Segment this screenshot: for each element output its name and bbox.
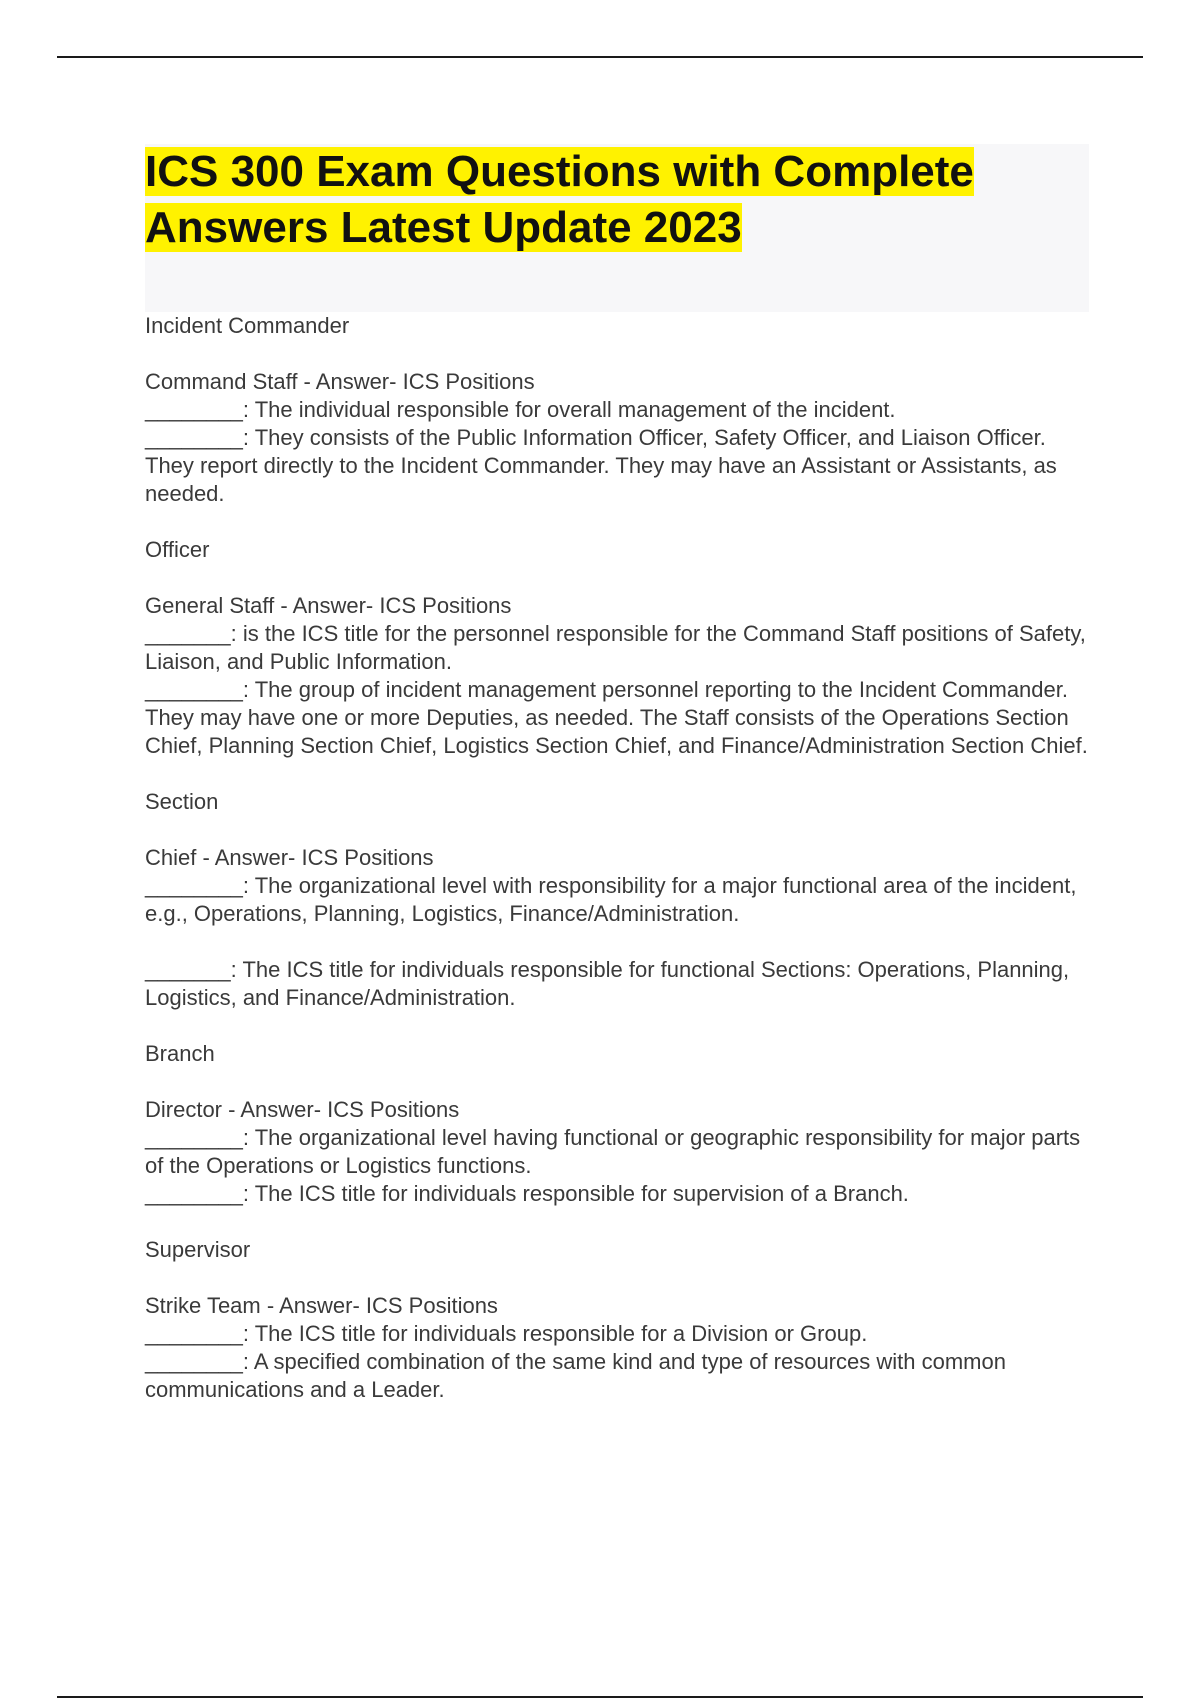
document-body: [145, 144, 1089, 1432]
definition-line: _______: is the ICS title for the personnel responsible for the Command Staff positions of Safety, Liaison, and Public Information.: [145, 621, 1086, 674]
answer-block: [145, 1292, 1089, 1404]
answer-header: Chief - Answer- ICS Positions: [145, 845, 434, 870]
answer-header: General Staff - Answer- ICS Positions: [145, 593, 512, 618]
document-title: [145, 144, 1089, 256]
definition-line: ________: The organizational level having functional or geographic responsibility for major parts of the Operations or Logistics functions.: [145, 1125, 1081, 1178]
title-line-2: Answers Latest Update 2023: [145, 203, 742, 252]
definition-line: ________: The ICS title for individuals responsible for supervision of a Branch.: [145, 1181, 909, 1206]
answer-block: [145, 956, 1089, 1012]
answer-block: [145, 844, 1089, 928]
definition-line: ________: The individual responsible for overall management of the incident.: [145, 397, 896, 422]
answer-header: Command Staff - Answer- ICS Positions: [145, 369, 535, 394]
answer-block: [145, 1096, 1089, 1208]
definition-line: ________: They consists of the Public Information Officer, Safety Officer, and Liaison Officer. They report directly to the Incident Commander. They may have an Assistant or Assistants, as needed.: [145, 425, 1057, 506]
term-heading: Incident Commander: [145, 313, 350, 338]
term-heading: Branch: [145, 1041, 215, 1066]
term-heading: Officer: [145, 537, 210, 562]
definition-line: ________: The ICS title for individuals responsible for a Division or Group.: [145, 1321, 868, 1346]
title-block: [145, 144, 1089, 312]
answer-header: Strike Team - Answer- ICS Positions: [145, 1293, 498, 1318]
title-line-1: ICS 300 Exam Questions with Complete: [145, 147, 974, 196]
bottom-divider: [57, 1696, 1143, 1698]
term-heading: Section: [145, 789, 219, 814]
definition-line: ________: The organizational level with responsibility for a major functional area of the incident, e.g., Operations, Planning, Logistics, Finance/Administration.: [145, 873, 1077, 926]
answer-header: _______: The ICS title for individuals responsible for functional Sections: Operations, Planning, Logistics, and Finance/Administration.: [145, 957, 1070, 1010]
answer-block: [145, 592, 1089, 760]
answer-block: [145, 368, 1089, 508]
answer-header: Director - Answer- ICS Positions: [145, 1097, 460, 1122]
entries-list: [145, 312, 1089, 1404]
term-heading: Supervisor: [145, 1237, 251, 1262]
definition-line: ________: A specified combination of the same kind and type of resources with common communications and a Leader.: [145, 1349, 1006, 1402]
definition-line: ________: The group of incident management personnel reporting to the Incident Commander. They may have one or more Deputies, as needed. The Staff consists of the Operations Section Chief, Planning Section Chief, Logistics Section Chief, and Finance/Administration Section Chief.: [145, 677, 1088, 758]
top-divider: [57, 56, 1143, 58]
